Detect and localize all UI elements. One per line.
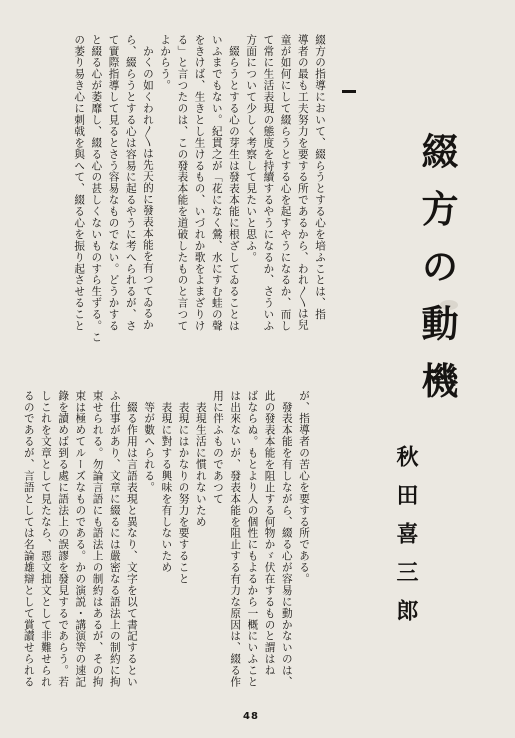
text-line: よからう。 (159, 34, 172, 92)
text-line: 表現に對する興味を有しないため (160, 390, 173, 574)
text-line: 表現生活に慣れないため (194, 390, 207, 528)
text-line: 表現にはかなりの努力を要すること (177, 390, 190, 585)
text-line: 方面について少しく考察して見たいと思ふ。 (245, 34, 258, 263)
body-text-lower (22, 390, 312, 690)
text-line: しこれを文章として見たなら、惡文拙文として非難せられ (39, 390, 52, 688)
text-line: かくの如くわれ〳〵は先天的に發表本能を有つてゐるか (141, 34, 154, 331)
article-title: 綴方の動機 (415, 132, 459, 419)
text-line: 束は極めてルーズなものである。かの演説・講演等の速記 (74, 390, 87, 688)
text-line: ばならぬ。もとより人の個性にもよるから一概にいふこと (246, 390, 259, 688)
text-line: 此の發表本能を阻止する何物かゞ伏在するものと謂はね (263, 390, 276, 677)
text-line: 綴らうとする心の芽生は發表本能に根ざしてゐることは (227, 34, 240, 332)
text-line: をきけば、生きとし生けるもの、いづれか歌をよまざりけ (193, 34, 206, 332)
text-line: 導者の最も工夫努力を要する所であるから、われ〳〵は兒 (296, 34, 309, 331)
text-line: て實際指導して見るとさう容易なものでない。どうかする (107, 34, 120, 332)
text-line: ら、綴らうとする心は容易に起るやうに考へられるが、さ (124, 34, 137, 332)
text-line: 用に伴ふものであつて (211, 390, 224, 505)
text-line: 束せられる。勿論言語にも語法上の制約はあるが、その拘 (91, 390, 104, 688)
section-number (0, 0, 1, 1)
section-mark (342, 90, 356, 93)
text-line: 童が如何にして綴らうとする心を起すやうになるか、而し (279, 34, 292, 332)
text-line: ふ仕事があり、文章に綴るには嚴密なる語法上の制約に拘 (108, 390, 121, 688)
text-line: いふまでもない。紀貫之が「花になく鶯、水にすむ蛙の聲 (210, 34, 223, 332)
text-line: るのであるが、言語としては名論雄辯として賞讃せられる (22, 390, 35, 688)
text-line: は出來ないが、發表本能を阻止する有力な原因は、綴る作 (229, 390, 242, 688)
text-line: る」と言つたのは、この發表本能を道破したものと言つて (176, 34, 189, 332)
text-line: の萎り易き心に刺戟を與へて、綴る心を振り起させること (73, 34, 86, 332)
text-line: 綴る作用は言語表現と異なり、文字を以て書記するとい (125, 390, 138, 688)
text-line: 等が數へられる。 (143, 390, 156, 494)
page-number: 48 (243, 711, 259, 722)
author-name: 秋田喜三郎 (393, 445, 419, 638)
text-line: と綴る心が萎靡し、綴る心の甚しくないものすら生ずる。こ (90, 34, 103, 344)
body-text-upper (60, 34, 328, 344)
text-line: 綴方の指導において、綴らうとする心を培ふことは、指 (314, 34, 326, 321)
text-line: て常に生活表現の態度を持續するやうになるか、さういふ (262, 34, 275, 332)
text-line: が、指導者の苦心を要する所である。 (298, 390, 310, 585)
text-line: 發表本能を有しながら、綴る心が容易に動かないのは、 (280, 390, 293, 688)
text-line: 錄を讀めば到る處に語法上の誤謬を發見するであらう。若 (57, 390, 70, 688)
